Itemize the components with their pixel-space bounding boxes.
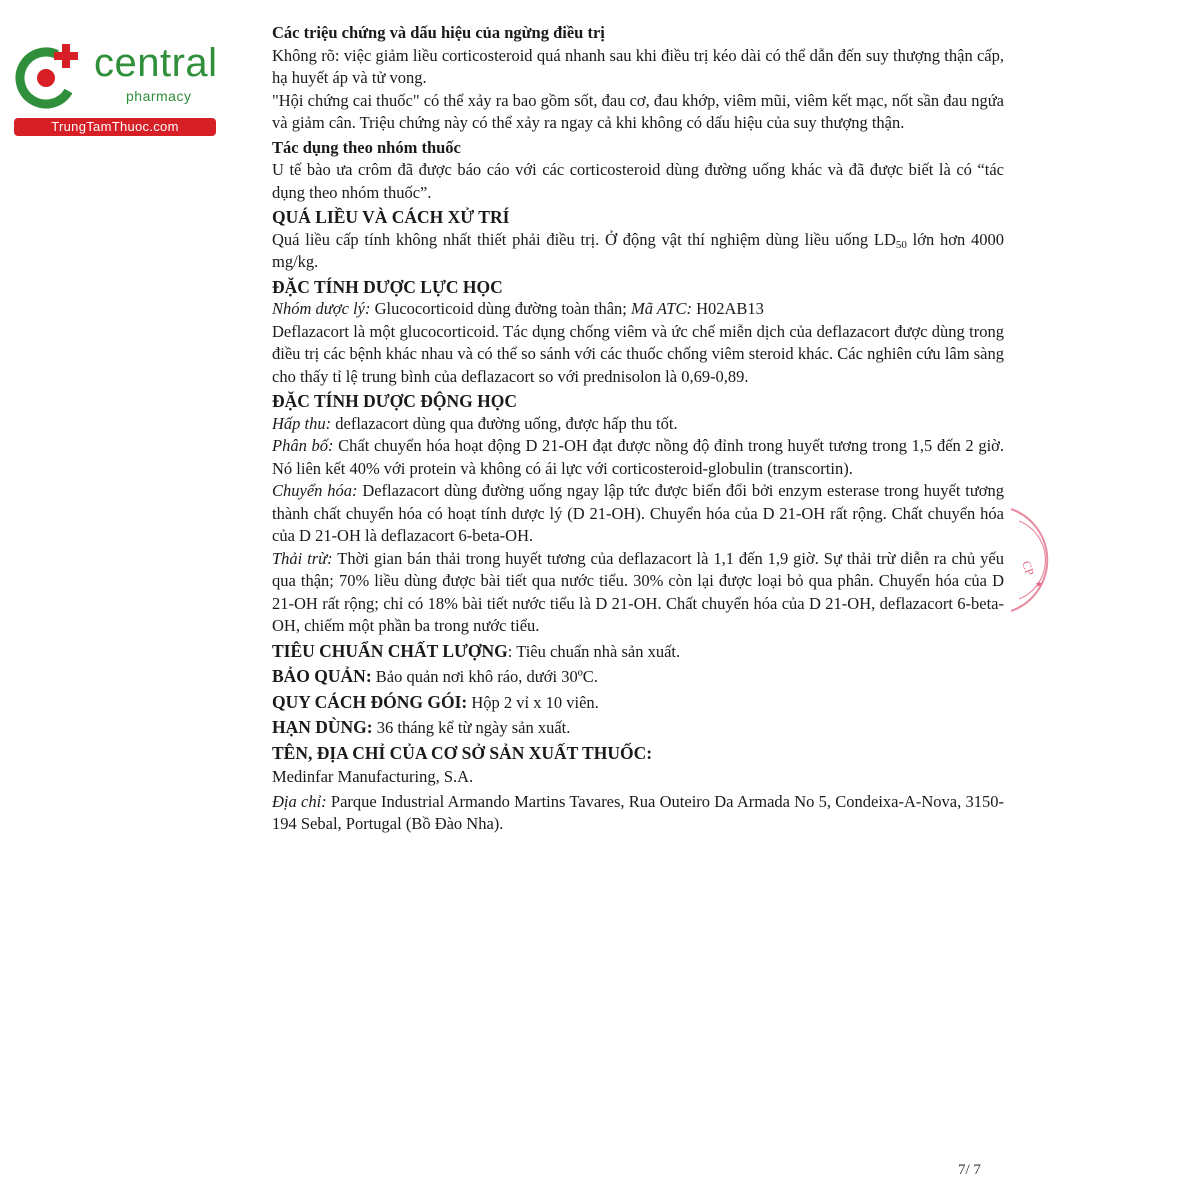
storage-line	[272, 665, 1004, 689]
ld-subscript: 50	[895, 238, 907, 251]
address-label: Địa chỉ:	[272, 791, 327, 811]
absorption-label: Hấp thu:	[272, 413, 332, 433]
pharmacokinetics-title: ĐẶC TÍNH DƯỢC ĐỘNG HỌC	[272, 391, 518, 411]
distribution-value: Chất chuyển hóa hoạt động D 21-OH đạt được nồng độ đỉnh trong huyết tương trong 1,5 đến 2 giờ. Nó liên kết 40% với protein và không có ái lực với corticosteroid-globulin (transcortin).	[272, 436, 1005, 478]
class-effect-paragraph: U tế bào ưa crôm đã được báo cáo với các corticosteroid dùng đường uống khác và đã được biết là có “tác dụng theo nhóm thuốc”.	[272, 160, 1004, 202]
pd-group-label: Nhóm dược lý:	[272, 299, 371, 318]
withdrawal-paragraph-2: "Hội chứng cai thuốc" có thể xảy ra bao gồm sốt, đau cơ, đau khớp, viêm mũi, viêm kết mạc, nốt sần đau ngứa và giảm cân. Triệu chứng này có thể xảy ra ngay cả khi không có dấu hiệu của suy thượng thận.	[272, 90, 1004, 132]
class-effect-title: Tác dụng theo nhóm thuốc	[272, 137, 461, 157]
quality-line	[272, 640, 1004, 664]
brand-logo	[8, 36, 218, 136]
pd-atc-label: Mã ATC:	[631, 299, 692, 318]
address-value: Parque Industrial Armando Martins Tavares, Rua Outeiro Da Armada No 5, Condeixa-A-Nova, 3150-194 Sebal, Portugal (Bồ Đào Nha).	[272, 791, 1004, 833]
withdrawal-title: Các triệu chứng và dấu hiệu của ngừng điều trị	[272, 23, 605, 42]
brand-sub: pharmacy	[126, 88, 192, 104]
packaging-label: QUY CÁCH ĐÓNG GÓI:	[272, 691, 468, 712]
pharmacology-group-line	[272, 298, 1004, 321]
pd-atc-value: H02AB13	[691, 299, 764, 318]
quality-value: : Tiêu chuẩn nhà sản xuất.	[507, 641, 681, 661]
overdose-text-a: Quá liều cấp tính không nhất thiết phải điều trị. Ở động vật thí nghiệm dùng liều uống LD	[272, 229, 896, 249]
page-number: 7/ 7	[958, 1162, 981, 1178]
overdose-text-b: lớn hơn 4000 mg/kg.	[272, 229, 1004, 271]
brand-site: TrungTamThuoc.com	[14, 118, 216, 136]
pharmacodynamics-paragraph: Deflazacort là một glucocorticoid. Tác dụng chống viêm và ức chế miễn dịch của deflazacort được dùng trong điều trị các bệnh khác nhau và có thể so sánh với các thuốc chống viêm steroid khác. Các nghiên cứu lâm sàng cho thấy tỉ lệ trung bình của deflazacort so với prednisolon là 0,69-0,89.	[272, 321, 1004, 386]
overdose-paragraph	[272, 229, 1004, 274]
quality-label: TIÊU CHUẨN CHẤT LƯỢNG	[272, 640, 508, 661]
pharmacodynamics-title: ĐẶC TÍNH DƯỢC LỰC HỌC	[272, 276, 503, 297]
pharmacy-cross-logo-icon	[12, 40, 86, 110]
expiry-label: HẠN DÙNG:	[272, 717, 373, 737]
address-paragraph	[272, 791, 1004, 836]
metabolism-label: Chuyển hóa:	[272, 481, 358, 500]
distribution-label: Phân bố:	[272, 436, 334, 455]
manufacturer-name: Medinfar Manufacturing, S.A.	[272, 767, 474, 786]
storage-label: BẢO QUẢN:	[272, 666, 372, 686]
distribution-paragraph	[272, 435, 1004, 480]
absorption-line	[272, 413, 1004, 436]
packaging-line	[272, 691, 1004, 715]
elimination-label: Thải trừ:	[272, 548, 333, 568]
elimination-value: Thời gian bán thải trong huyết tương của deflazacort là 1,1 đến 1,9 giờ. Sự thải trừ diễn ra chủ yếu qua thận; 70% liều dùng được bài tiết qua nước tiểu. 30% còn lại được loại bỏ qua phân. Chuyển hóa của D 21-OH rất rộng; chỉ có 18% bài tiết nước tiểu là D 21-OH. Chất chuyển hóa của D 21-OH, deflazacort 6-beta-OH, chiếm một phần ba trong nước tiểu.	[272, 548, 1004, 635]
expiry-value: 36 tháng kể từ ngày sản xuất.	[372, 718, 571, 737]
metabolism-value: Deflazacort dùng đường uống ngay lập tức được biến đổi bởi enzym esterase trong huyết tương thành chất chuyển hóa có hoạt tính dược lý (D 21-OH). Chuyển hóa của D 21-OH rất rộng. Chất chuyển hóa của D 21-OH là deflazacort 6-beta-OH.	[272, 481, 1004, 545]
absorption-value: deflazacort dùng qua đường uống, được hấp thu tốt.	[331, 413, 678, 433]
approval-stamp	[1005, 505, 1065, 615]
manufacturer-title: TÊN, ĐỊA CHỈ CỦA CƠ SỞ SẢN XUẤT THUỐC:	[272, 742, 653, 763]
metabolism-paragraph	[272, 480, 1004, 548]
packaging-value: Hộp 2 vỉ x 10 viên.	[467, 692, 599, 712]
storage-value: Bảo quản nơi khô ráo, dưới 30ºC.	[371, 667, 598, 686]
document-body	[272, 22, 1004, 836]
withdrawal-paragraph-1: Không rõ: việc giảm liều corticosteroid quá nhanh sau khi điều trị kéo dài có thể dẫn đến suy thượng thận cấp, hạ huyết áp và tử vong.	[272, 45, 1004, 87]
elimination-paragraph	[272, 548, 1004, 638]
brand-name: central	[94, 41, 218, 85]
stamp-star-icon: ★	[1035, 579, 1044, 589]
stamp-text: CP	[1019, 558, 1038, 578]
pd-group-value: Glucocorticoid dùng đường toàn thân;	[370, 299, 631, 318]
expiry-line	[272, 716, 1004, 740]
overdose-title: QUÁ LIỀU VÀ CÁCH XỬ TRÍ	[272, 207, 510, 227]
